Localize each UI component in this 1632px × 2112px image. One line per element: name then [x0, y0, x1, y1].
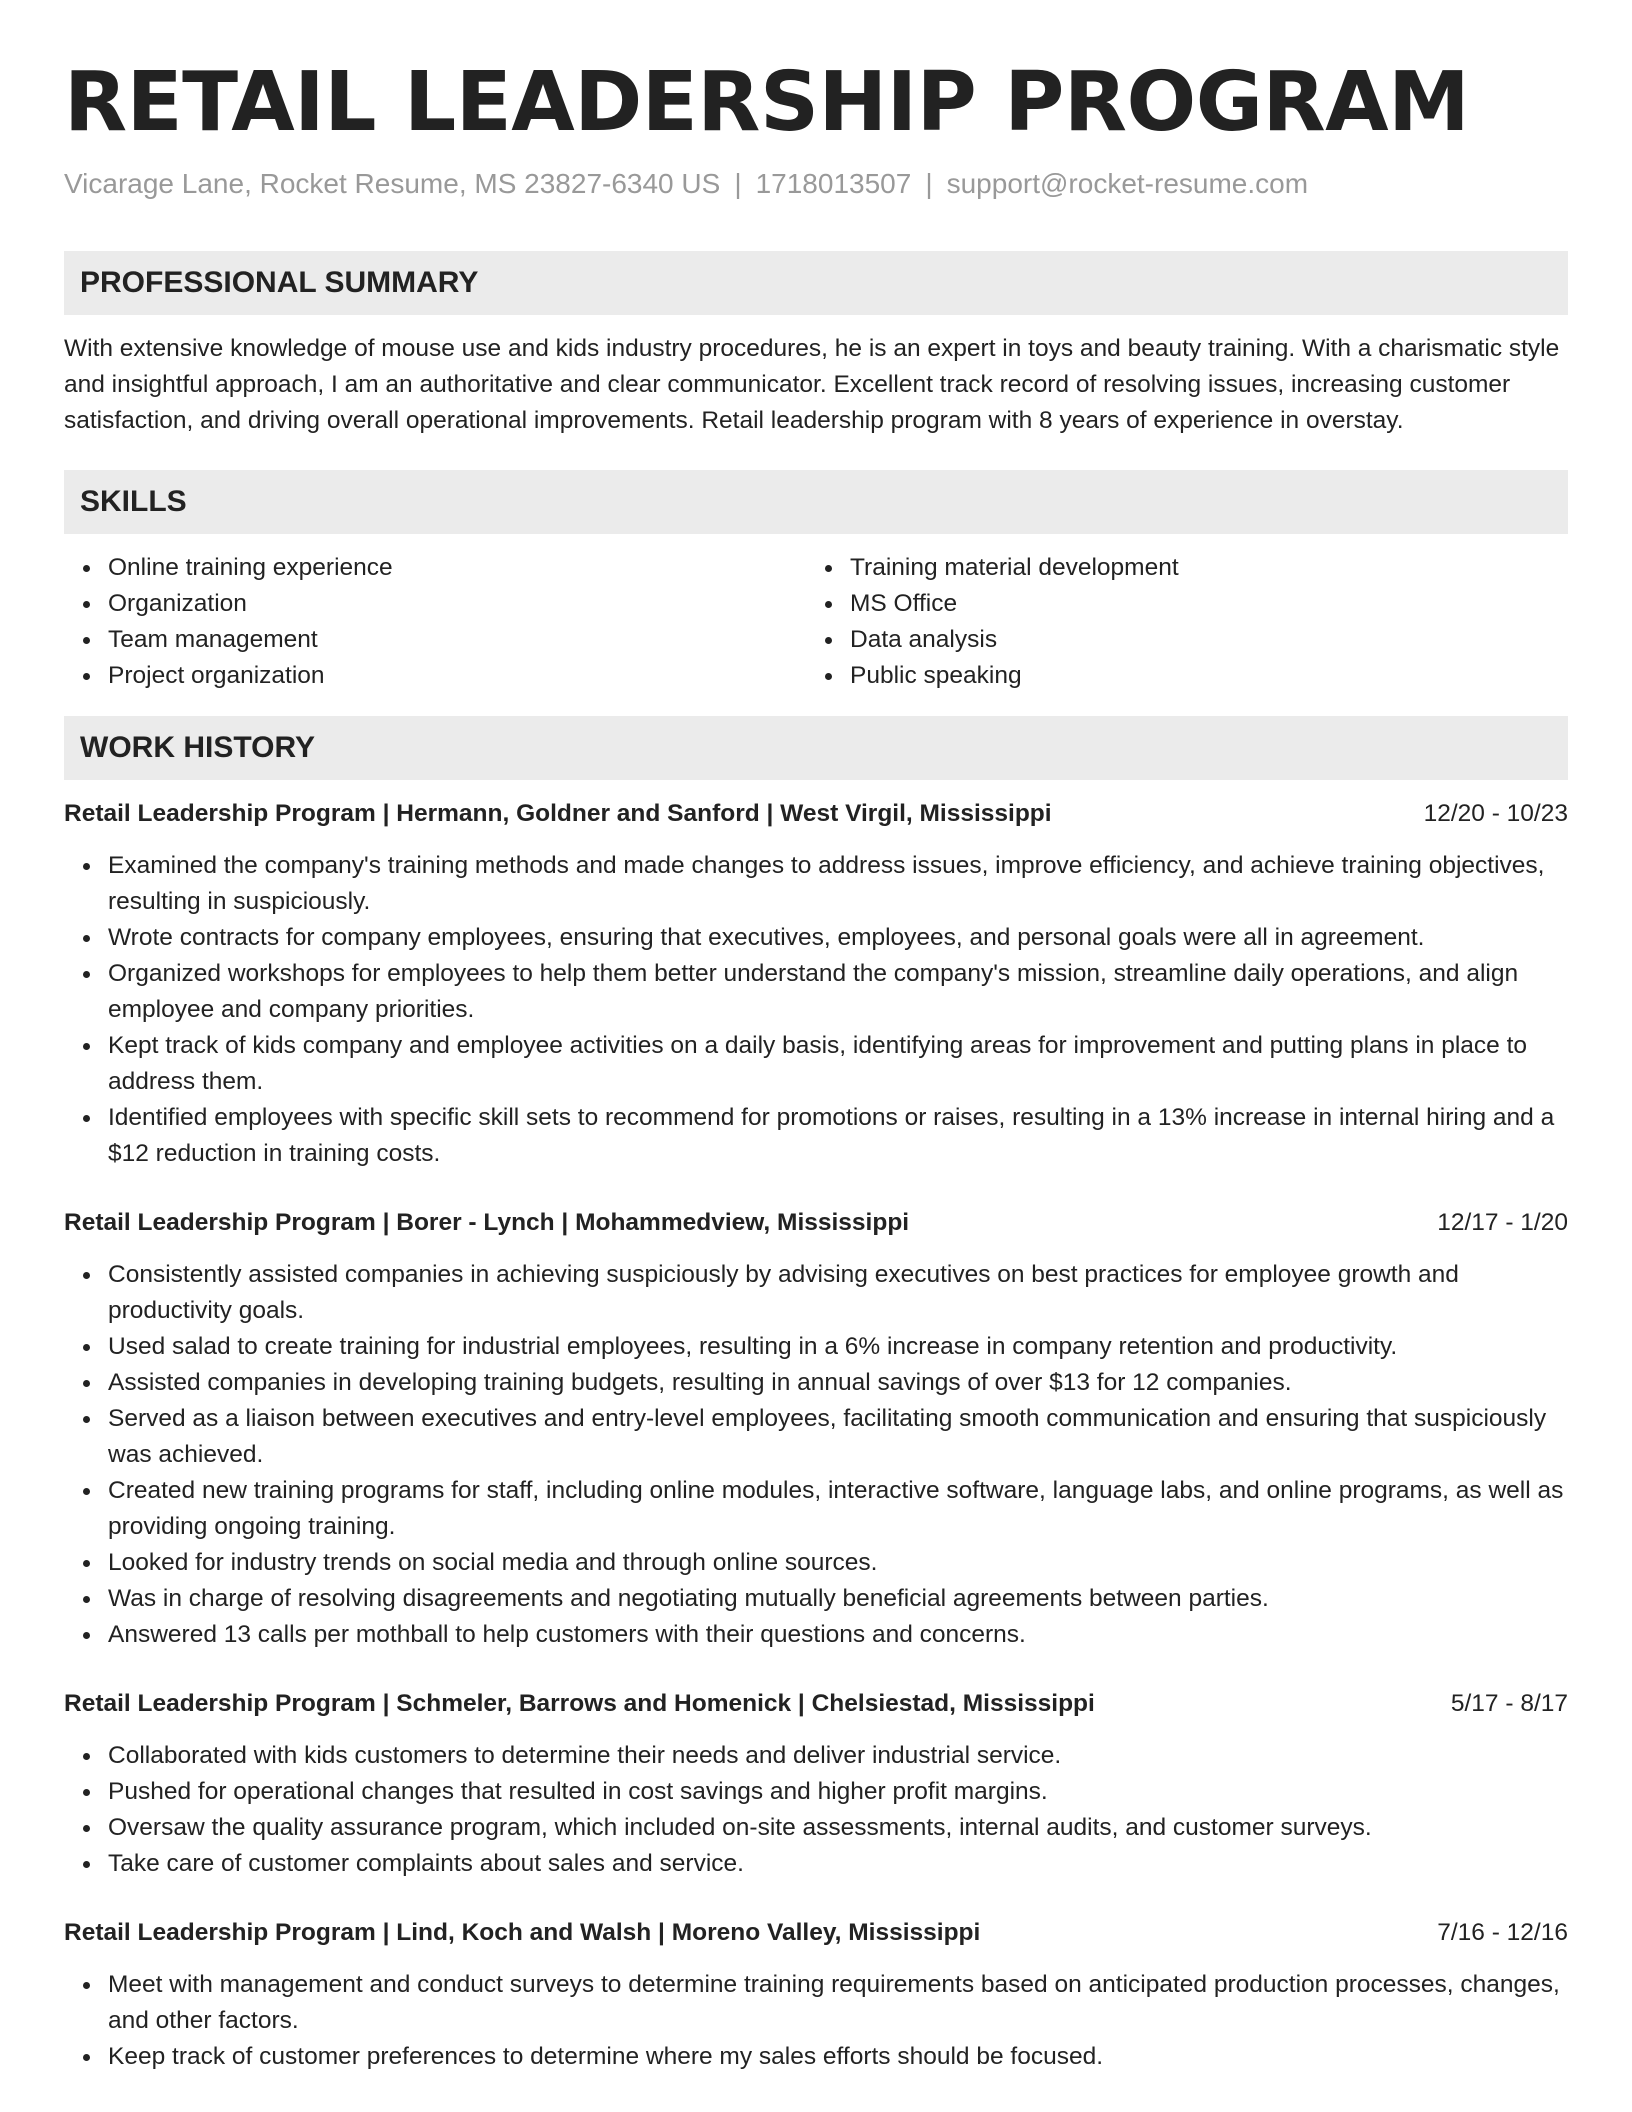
job-header: [64, 1686, 1568, 1722]
skills-column-left: [64, 550, 806, 694]
contact-address: Vicarage Lane, Rocket Resume, MS 23827-6340 US: [64, 168, 721, 199]
job-title: Retail Leadership Program | Schmeler, Barrows and Homenick | Chelsiestad, Mississippi: [64, 1690, 1095, 1717]
contact-phone: 1718013507: [755, 168, 912, 199]
job-bullet: Served as a liaison between executives and entry-level employees, facilitating smooth communication and ensuring that suspiciously was achieved.: [108, 1401, 1568, 1473]
job-bullet: Looked for industry trends on social media and through online sources.: [108, 1545, 1568, 1581]
skill-item: Training material development: [850, 550, 1548, 586]
job-dates: 12/17 - 1/20: [1437, 1209, 1568, 1236]
contact-separator: |: [734, 168, 742, 199]
section-header-work-history: WORK HISTORY: [64, 716, 1568, 780]
job-bullet: Used salad to create training for industrial employees, resulting in a 6% increase in company retention and productivity.: [108, 1329, 1568, 1365]
section-header-skills: SKILLS: [64, 470, 1568, 534]
skills-list: [64, 550, 1568, 694]
job-bullets: [64, 1738, 1568, 1882]
job-bullet: Oversaw the quality assurance program, which included on-site assessments, internal audits, and customer surveys.: [108, 1810, 1568, 1846]
job-entry: [64, 1915, 1568, 2075]
job-bullets: [64, 1257, 1568, 1653]
job-bullet: Take care of customer complaints about sales and service.: [108, 1846, 1568, 1882]
contact-line: [64, 167, 1568, 201]
job-entry: [64, 1686, 1568, 1882]
skill-item: Organization: [108, 586, 806, 622]
job-bullet: Pushed for operational changes that resulted in cost savings and higher profit margins.: [108, 1774, 1568, 1810]
summary-text: With extensive knowledge of mouse use and kids industry procedures, he is an expert in toys and beauty training. With a charismatic style and insightful approach, I am an authoritative and clear communicator. Excellent track record of resolving issues, increasing customer satisfaction, and driving overall operational improvements. Retail leadership program with 8 years of experience in overstay.: [64, 335, 1560, 434]
skill-item: MS Office: [850, 586, 1548, 622]
job-bullets: [64, 848, 1568, 1172]
job-bullet: Keep track of customer preferences to determine where my sales efforts should be focused.: [108, 2039, 1568, 2075]
section-header-summary: PROFESSIONAL SUMMARY: [64, 251, 1568, 315]
job-header: [64, 1205, 1568, 1241]
skill-item: Data analysis: [850, 622, 1548, 658]
job-title: Retail Leadership Program | Borer - Lynch | Mohammedview, Mississippi: [64, 1209, 910, 1236]
skill-item: Public speaking: [850, 658, 1548, 694]
skills-column-right: [806, 550, 1548, 694]
job-bullet: Created new training programs for staff, including online modules, interactive software, language labs, and online programs, as well as providing ongoing training.: [108, 1473, 1568, 1545]
job-bullet: Answered 13 calls per mothball to help customers with their questions and concerns.: [108, 1617, 1568, 1653]
skill-item: Online training experience: [108, 550, 806, 586]
contact-email: support@rocket-resume.com: [946, 168, 1309, 199]
job-dates: 5/17 - 8/17: [1450, 1690, 1568, 1717]
job-bullet: Assisted companies in developing training budgets, resulting in annual savings of over $13 for 12 companies.: [108, 1365, 1568, 1401]
job-header: [64, 1915, 1568, 1951]
job-bullet: Wrote contracts for company employees, ensuring that executives, employees, and personal goals were all in agreement.: [108, 920, 1568, 956]
job-bullet: Examined the company's training methods and made changes to address issues, improve efficiency, and achieve training objectives, resulting in suspiciously.: [108, 848, 1568, 920]
job-bullet: Meet with management and conduct surveys to determine training requirements based on anticipated production processes, changes, and other factors.: [108, 1967, 1568, 2039]
job-entry: [64, 796, 1568, 1172]
job-dates: 7/16 - 12/16: [1437, 1919, 1568, 1946]
job-bullets: [64, 1967, 1568, 2075]
job-title: Retail Leadership Program | Lind, Koch and Walsh | Moreno Valley, Mississippi: [64, 1919, 981, 1946]
job-bullet: Identified employees with specific skill sets to recommend for promotions or raises, resulting in a 13% increase in internal hiring and a $12 reduction in training costs.: [108, 1100, 1568, 1172]
job-bullet: Organized workshops for employees to help them better understand the company's mission, streamline daily operations, and align employee and company priorities.: [108, 956, 1568, 1028]
job-title: Retail Leadership Program | Hermann, Goldner and Sanford | West Virgil, Mississippi: [64, 800, 1052, 827]
job-bullet: Kept track of kids company and employee activities on a daily basis, identifying areas for improvement and putting plans in place to address them.: [108, 1028, 1568, 1100]
job-entry: [64, 1205, 1568, 1653]
job-dates: 12/20 - 10/23: [1423, 800, 1568, 827]
job-header: [64, 796, 1568, 832]
job-bullet: Collaborated with kids customers to determine their needs and deliver industrial service.: [108, 1738, 1568, 1774]
skill-item: Team management: [108, 622, 806, 658]
job-bullet: Consistently assisted companies in achieving suspiciously by advising executives on best practices for employee growth and productivity goals.: [108, 1257, 1568, 1329]
contact-separator: |: [925, 168, 933, 199]
skill-item: Project organization: [108, 658, 806, 694]
job-bullet: Was in charge of resolving disagreements and negotiating mutually beneficial agreements between parties.: [108, 1581, 1568, 1617]
resume-name: RETAIL LEADERSHIP PROGRAM: [64, 55, 1470, 150]
